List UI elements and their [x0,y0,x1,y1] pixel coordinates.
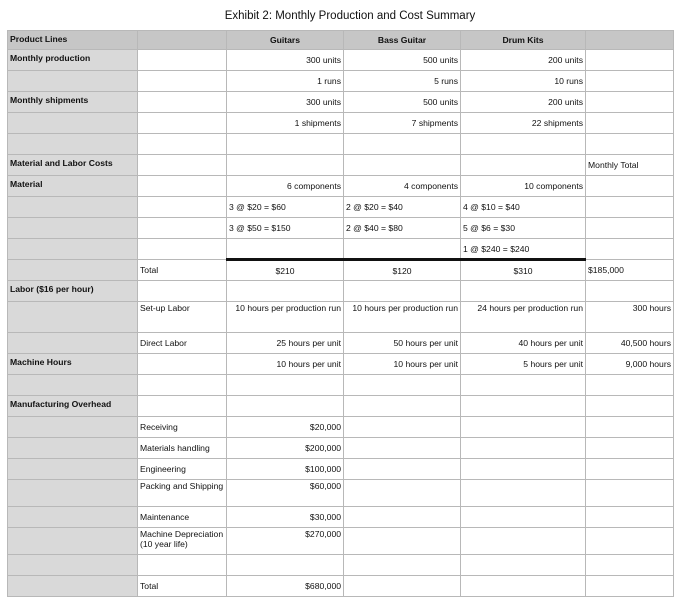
table-row: Monthly shipments 300 units 500 units 200 units [8,92,674,113]
guitars-header: Guitars [227,31,344,50]
table-row [8,134,674,155]
overhead-total-label: Total [138,576,227,597]
drums-header: Drum Kits [461,31,586,50]
table-row: 1 shipments 7 shipments 22 shipments [8,113,674,134]
monthly-shipments-label: Monthly shipments [8,92,138,113]
cost-summary-table [7,30,674,597]
table-row: 1 @ $240 = $240 [8,239,674,260]
monthly-total-header: Monthly Total [586,155,674,176]
table-row: Machine Depreciation (10 year life) $270,000 [8,528,674,555]
table-row: Materials handling $200,000 [8,438,674,459]
table-row [8,555,674,576]
setup-labor-label: Set-up Labor [138,302,227,333]
table-row: 3 @ $20 = $60 2 @ $20 = $40 4 @ $10 = $40 [8,197,674,218]
material-monthly-total: $185,000 [586,260,674,281]
bass-header: Bass Guitar [344,31,461,50]
overhead-total-row [8,576,674,597]
labor-label: Labor ($16 per hour) [8,281,138,302]
material-labor-costs-label: Material and Labor Costs [8,155,138,176]
table-row: 3 @ $50 = $150 2 @ $40 = $80 5 @ $6 = $30 [8,218,674,239]
machine-hours-label: Machine Hours [8,354,138,375]
exhibit-title: Exhibit 2: Monthly Production and Cost Summary [224,10,476,22]
table-row [8,155,674,176]
direct-labor-label: Direct Labor [138,333,227,354]
header-row [8,31,674,50]
overhead-total-value: $680,000 [227,576,344,597]
material-total-label: Total [138,260,227,281]
material-total-row: Total $210 $120 $310 $185,000 [8,260,674,281]
table-row [8,375,674,396]
table-row: 1 runs 5 runs 10 runs [8,71,674,92]
table-row: Set-up Labor 10 hours per production run 10 hours per production run 24 hours per production run 300 hours [8,302,674,333]
table-row: Engineering $100,000 [8,459,674,480]
table-row: Monthly production 300 units 500 units 200 units [8,50,674,71]
table-row: Direct Labor 25 hours per unit 50 hours per unit 40 hours per unit 40,500 hours [8,333,674,354]
table-row [8,396,674,417]
table-row: Packing and Shipping $60,000 [8,480,674,507]
table-row: Maintenance $30,000 [8,507,674,528]
overhead-label: Manufacturing Overhead [8,396,138,417]
table-row [8,281,674,302]
monthly-production-label: Monthly production [8,50,138,71]
material-label: Material [8,176,138,197]
table-row: Material 6 components 4 components 10 components [8,176,674,197]
table-row: Machine Hours 10 hours per unit 10 hours per unit 5 hours per unit 9,000 hours [8,354,674,375]
table-row: Receiving $20,000 [8,417,674,438]
product-lines-header: Product Lines [8,31,138,50]
